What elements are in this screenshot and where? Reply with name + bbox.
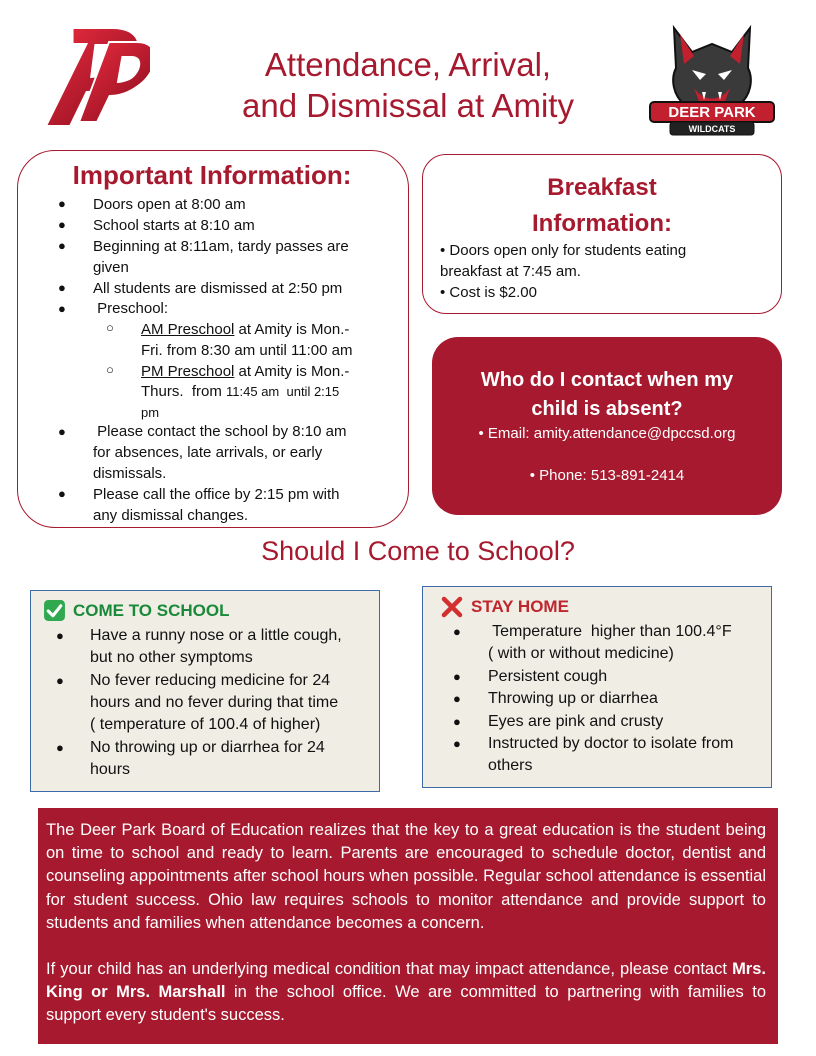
am-preschool-line: [141, 319, 349, 340]
list-item: Eyes are pink and crusty: [488, 713, 664, 730]
breakfast-title: [430, 170, 774, 242]
pm-preschool-times: [141, 381, 339, 402]
bullet: ●: [453, 714, 461, 729]
bullet: ●: [56, 740, 64, 755]
policy-p2-end: in the school office. We are committed to partnering with families to support every student's success.: [46, 983, 766, 1025]
breakfast-line: • Doors open only for students eating: [440, 242, 687, 259]
important-info-title: Important Information:: [72, 160, 352, 190]
section-heading: Should I Come to School?: [261, 536, 575, 566]
list-item: Preschool:: [93, 300, 169, 317]
bullet: ●: [58, 486, 66, 501]
pm-preschool-text: at Amity is Mon.-: [234, 363, 350, 380]
list-item: All students are dismissed at 2:50 pm: [93, 280, 343, 297]
list-item: School starts at 8:10 am: [93, 217, 255, 234]
logo-text-deer-park: DEER PARK: [668, 104, 756, 121]
wildcats-logo: [644, 18, 780, 140]
am-preschool-text: at Amity is Mon.-: [234, 321, 350, 338]
dp-logo: [46, 22, 150, 134]
contact-email[interactable]: • Email: amity.attendance@dpccsd.org: [478, 425, 736, 442]
breakfast-title-line-1: Breakfast: [547, 174, 657, 201]
breakfast-cost: • Cost is $2.00: [440, 284, 537, 301]
list-item: Persistent cough: [488, 668, 608, 685]
pm-preschool-until: until 2:15: [279, 384, 340, 399]
list-item: No fever reducing medicine for 24: [90, 672, 331, 689]
list-item: Temperature higher than 100.4°F: [488, 623, 732, 640]
bullet: ●: [453, 691, 461, 706]
bullet: ●: [58, 217, 66, 232]
contact-title: [440, 366, 774, 424]
list-item: for absences, late arrivals, or early: [93, 444, 323, 461]
list-item: any dismissal changes.: [93, 507, 249, 524]
list-item: hours and no fever during that time: [90, 694, 339, 711]
list-item: dismissals.: [93, 465, 167, 482]
policy-paragraph-2: [46, 958, 766, 1028]
sub-bullet: ○: [106, 362, 114, 377]
bullet: ●: [453, 669, 461, 684]
check-icon: [43, 599, 66, 622]
bullet: ●: [56, 673, 64, 688]
list-item: Please contact the school by 8:10 am: [93, 423, 347, 440]
pm-preschool-from: Thurs. from: [141, 383, 227, 400]
pm-preschool-pm: pm: [141, 405, 160, 420]
pm-preschool-start: 11:45 am: [226, 384, 280, 399]
list-item: Throwing up or diarrhea: [488, 690, 658, 707]
list-item: No throwing up or diarrhea for 24: [90, 739, 325, 756]
pm-preschool-link[interactable]: PM Preschool: [141, 363, 235, 380]
breakfast-line: breakfast at 7:45 am.: [440, 263, 581, 280]
bullet: ●: [56, 628, 64, 643]
list-item: but no other symptoms: [90, 649, 253, 666]
contact-phone[interactable]: • Phone: 513-891-2414: [529, 467, 685, 484]
bullet: ●: [58, 238, 66, 253]
list-item: given: [93, 259, 129, 276]
am-preschool-link[interactable]: AM Preschool: [141, 321, 235, 338]
page-title: [200, 44, 616, 126]
pm-preschool-line: [141, 361, 349, 382]
bullet: ●: [58, 196, 66, 211]
contact-title-line-1: Who do I contact when my: [480, 369, 734, 391]
policy-paragraph-1: The Deer Park Board of Education realizes that the key to a great education is the student being on time to school and ready to learn. Parents are encouraged to schedule doctor, dentist and counseling appointments after school hours when possible. Regular school attendance is essential for student success. Ohio law requires schools to monitor attendance and provide support to students and families when attendance becomes a concern.: [46, 821, 766, 932]
stay-home-title: STAY HOME: [471, 597, 569, 616]
sub-bullet: ○: [106, 320, 114, 335]
am-preschool-times: Fri. from 8:30 am until 11:00 am: [141, 342, 353, 359]
x-icon: [440, 596, 464, 618]
list-item: ( with or without medicine): [488, 645, 674, 662]
contact-names: Mrs. King or Mrs. Marshall: [46, 960, 766, 1002]
breakfast-title-line-2: Information:: [532, 210, 672, 237]
list-item: Have a runny nose or a little cough,: [90, 627, 342, 644]
bullet: ●: [453, 736, 461, 751]
bullet: ●: [453, 624, 461, 639]
bullet: ●: [58, 424, 66, 439]
list-item: Please call the office by 2:15 pm with: [93, 486, 340, 503]
list-item: ( temperature of 100.4 of higher): [90, 716, 321, 733]
contact-title-line-2: child is absent?: [531, 398, 683, 420]
come-to-school-title: COME TO SCHOOL: [73, 601, 230, 620]
logo-text-wildcats: WILDCATS: [688, 124, 736, 134]
bullet: ●: [58, 280, 66, 295]
list-item: Beginning at 8:11am, tardy passes are: [93, 238, 349, 255]
title-line-2: and Dismissal at Amity: [242, 87, 574, 124]
title-line-1: Attendance, Arrival,: [264, 46, 552, 83]
list-item: Instructed by doctor to isolate from: [488, 735, 734, 752]
list-item: Doors open at 8:00 am: [93, 196, 246, 213]
bullet: ●: [58, 301, 66, 316]
policy-p2-start: If your child has an underlying medical condition that may impact attendance, please contact: [46, 960, 733, 978]
list-item: hours: [90, 761, 131, 778]
list-item: others: [488, 757, 533, 774]
